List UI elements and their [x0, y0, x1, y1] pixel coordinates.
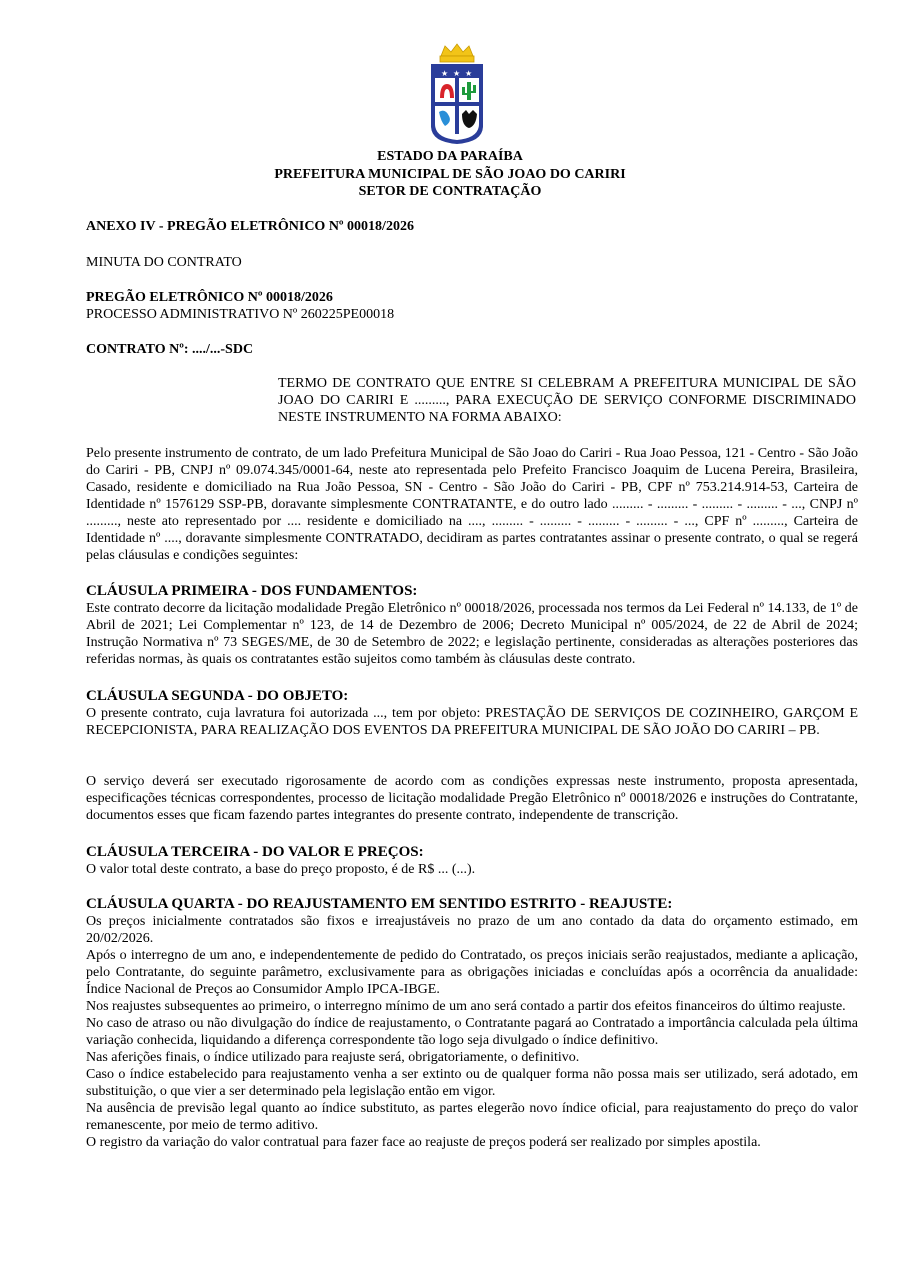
clause-text: Este contrato decorre da licitação modalidade Pregão Eletrônico nº 00018/2026, processada nos termos da Lei Federal nº 14.133, de 1º de Abril de 2021; Lei Complementar nº 123, de 14 de Dezembro de 2006; Decreto Municipal nº 005/2024, de 22 de Abril de 2024; Instrução Normativa nº 73 SEGES/ME, de 30 de Setembro de 2022; e legislação pertinente, consideradas as alterações posteriores das referidas normas, às quais os contratantes estão sujeitos como também às cláusulas deste contrato.	[86, 601, 858, 667]
clause-paragraph: Nos reajustes subsequentes ao primeiro, o interregno mínimo de um ano será contado a partir dos efeitos financeiros do último reajuste.	[86, 999, 846, 1014]
clause-paragraph: Caso o índice estabelecido para reajustamento venha a ser extinto ou de qualquer forma não possa mais ser utilizado, será adotado, em substituição, o que vier a ser determinado pela legislação então em vigor.	[86, 1067, 858, 1099]
svg-text:★: ★	[465, 69, 473, 78]
document-header	[0, 148, 900, 201]
procurement-reference	[86, 289, 858, 323]
annex-title: ANEXO IV - PREGÃO ELETRÔNICO Nº 00018/2026	[86, 219, 414, 234]
document-subtitle: MINUTA DO CONTRATO	[86, 255, 242, 270]
municipal-coat-of-arms-icon	[429, 42, 485, 146]
clause-paragraph: Na ausência de previsão legal quanto ao índice substituto, as partes elegerão novo índice oficial, para reajustamento do preço do valor remanescente, por meio de termo aditivo.	[86, 1101, 858, 1133]
clause-title: CLÁUSULA TERCEIRA - DO VALOR E PREÇOS:	[86, 844, 424, 860]
clause-quarta	[86, 896, 858, 1151]
header-prefeitura: PREFEITURA MUNICIPAL DE SÃO JOAO DO CARIRI	[274, 166, 626, 182]
header-state: ESTADO DA PARAÍBA	[377, 149, 523, 164]
svg-text:★: ★	[453, 69, 461, 78]
clause-terceira	[86, 844, 858, 878]
clause-title: CLÁUSULA PRIMEIRA - DOS FUNDAMENTOS:	[86, 583, 418, 599]
clause-text: O presente contrato, cuja lavratura foi autorizada ..., tem por objeto: PRESTAÇÃO DE SERVIÇOS DE COZINHEIRO, GARÇOM E RECEPCIONISTA, PARA REALIZAÇÃO DOS EVENTOS DA PREFEITURA MUNICIPAL DE SÃO JOÃO DO CARIRI – PB.	[86, 706, 858, 738]
clause-paragraph: Após o interregno de um ano, e independentemente de pedido do Contratado, os preços iniciais serão reajustados, mediante a aplicação, pelo Contratante, do seguinte parâmetro, exclusivamente para as obrigações iniciadas e concluídas após a ocorrência da anualidade: Índice Nacional de Preços ao Consumidor Amplo IPCA-IBGE.	[86, 948, 858, 997]
clause-title: CLÁUSULA QUARTA - DO REAJUSTAMENTO EM SENTIDO ESTRITO - REAJUSTE:	[86, 896, 673, 912]
contract-number: CONTRATO Nº: ..../...-SDC	[86, 342, 254, 357]
contract-preamble: Pelo presente instrumento de contrato, de um lado Prefeitura Municipal de São Joao do Cariri - Rua Joao Pessoa, 121 - Centro - São João do Cariri - PB, CNPJ nº 09.074.345/0001-64, neste ato representada pelo Prefeito Francisco Joaquim de Lucena Pereira, Brasileira, Casado, residente e domiciliado na Rua João Pessoa, SN - Centro - São João do Cariri - PB, CPF nº 753.214.914-53, Carteira de Identidade nº 1576129 SSP-PB, doravante simplesmente CONTRATANTE, e do outro lado ......... - ......... - ......... - ......... - ..., CNPJ nº ........., neste ato representado por .... residente e domiciliado na ...., ......... - ......... - ......... - ......... - ..., CPF nº ........., Carteira de Identidade nº ...., doravante simplesmente CONTRATADO, decidiram as partes contratantes assinar o presente contrato, o qual se regerá pelas cláusulas e condições seguintes:	[86, 446, 858, 563]
pregao-number: PREGÃO ELETRÔNICO Nº 00018/2026	[86, 290, 333, 305]
clause-paragraph: Nas aferições finais, o índice utilizado para reajuste será, obrigatoriamente, o definitivo.	[86, 1050, 580, 1065]
clause-segunda-paragraph-2: O serviço deverá ser executado rigorosamente de acordo com as condições expressas neste instrumento, proposta apresentada, especificações técnicas correspondentes, processo de licitação modalidade Pregão Eletrônico nº 00018/2026 e instruções do Contratante, documentos esses que ficam fazendo partes integrantes do presente contrato, independente de transcrição.	[86, 774, 858, 823]
clause-paragraph: Os preços inicialmente contratados são fixos e irreajustáveis no prazo de um ano contado da data do orçamento estimado, em 20/02/2026.	[86, 914, 858, 946]
contract-term-heading: TERMO DE CONTRATO QUE ENTRE SI CELEBRAM A PREFEITURA MUNICIPAL DE SÃO JOAO DO CARIRI E ........., PARA EXECUÇÃO DE SERVIÇO CONFORME DISCRIMINADO NESTE INSTRUMENTO NA FORMA ABAIXO:	[278, 376, 856, 425]
clause-paragraph: No caso de atraso ou não divulgação do índice de reajustamento, o Contratante pagará ao Contratado a importância calculada pela última variação conhecida, liquidando a diferença correspondente tão logo seja divulgado o índice definitivo.	[86, 1016, 858, 1048]
clause-text: O valor total deste contrato, a base do preço proposto, é de R$ ... (...).	[86, 862, 476, 877]
clause-title: CLÁUSULA SEGUNDA - DO OBJETO:	[86, 688, 349, 704]
processo-number: PROCESSO ADMINISTRATIVO Nº 260225PE00018	[86, 307, 395, 322]
svg-text:★: ★	[441, 69, 449, 78]
clause-paragraph: O registro da variação do valor contratual para fazer face ao reajuste de preços poderá ser realizado por simples apostila.	[86, 1135, 761, 1150]
clause-segunda	[86, 688, 858, 739]
clause-primeira	[86, 583, 858, 668]
header-setor: SETOR DE CONTRATAÇÃO	[358, 184, 542, 199]
